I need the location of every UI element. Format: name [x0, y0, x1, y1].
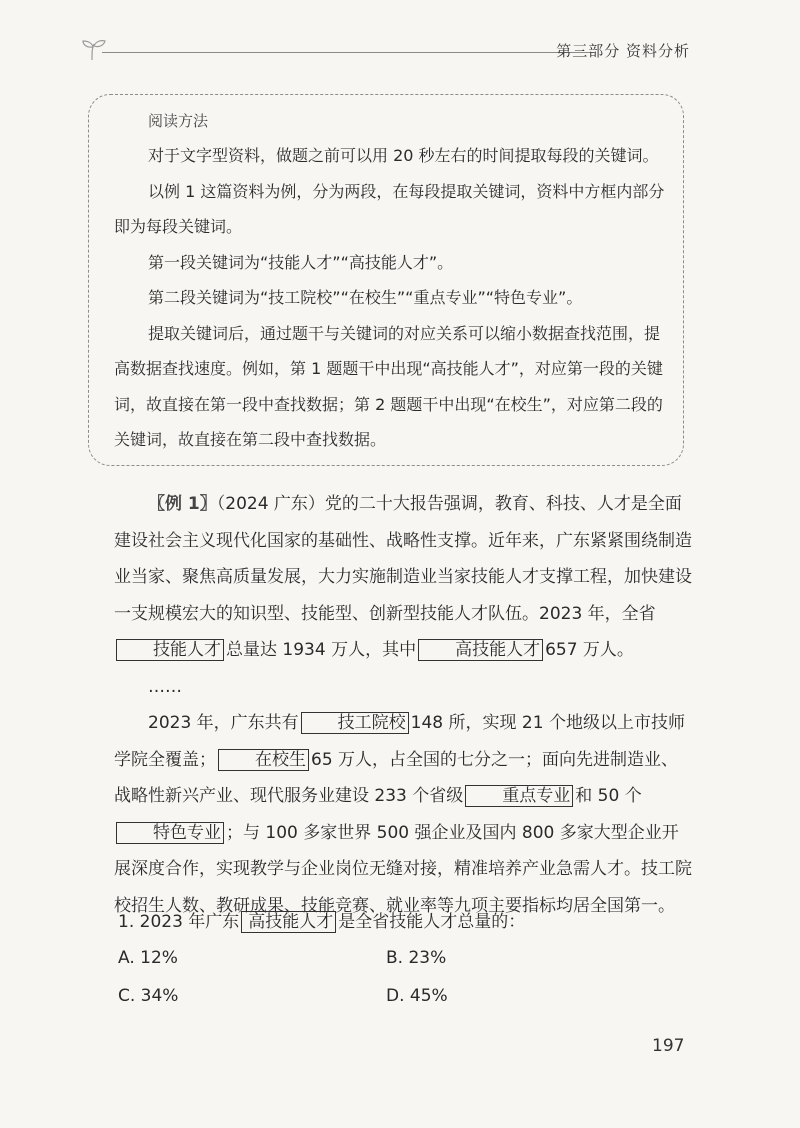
reading-line: 第二段关键词为“技工院校”“在校生”“重点专业”“特色专业”。 [148, 288, 583, 307]
answer-options [114, 940, 694, 1020]
reading-line: 对于文字型资料，做题之前可以用 20 秒左右的时间提取每段的关键词。 [148, 146, 659, 165]
reading-line: 第一段关键词为“技能人才”“高技能人才”。 [148, 252, 454, 272]
reading-method-title: 阅读方法 [148, 112, 209, 130]
passage-text: 65 万人，占全国的七分之一；面向先进制造业、战略性新兴产业、现代服务业建设 233 个省级 [114, 749, 679, 806]
keyword-box: 高技能人才 [241, 911, 336, 933]
keyword-box: 在校生 [218, 749, 309, 771]
option-a[interactable]: A. 12% [118, 948, 178, 968]
question-1 [114, 904, 694, 1020]
question-text: 是全省技能人才总量的： [338, 912, 526, 932]
reading-line: 以例 1 这篇资料为例，分为两段，在每段提取关键词，资料中方框内部分即为每段关键词。 [114, 181, 665, 236]
passage-text: （2024 广东）党的二十大报告强调，教育、科技、人才是全面建设社会主义现代化国家的基础性、战略性支撑。近年来，广东紧紧围绕制造业当家、聚焦高质量发展，大力实施制造业当家技能人才支撑工程，加快建设一支规模宏大的知识型、技能型、创新型技能人才队伍。2023 年，全省 [114, 494, 692, 624]
example-paragraph-1 [114, 486, 692, 669]
option-d[interactable]: D. 45% [386, 986, 448, 1006]
page-header [80, 38, 690, 70]
keyword-box: 特色专业 [116, 822, 224, 844]
keyword-box: 高技能人才 [418, 639, 543, 661]
passage-text: 总量达 1934 万人，其中 [226, 640, 417, 660]
passage-text: 148 所，实现 21 个地级以上市技师学院全覆盖； [114, 713, 685, 770]
ellipsis: …… [148, 676, 182, 697]
passage-text: 2023 年，广东共有 [148, 713, 299, 733]
sprout-icon [80, 38, 110, 62]
option-c[interactable]: C. 34% [118, 986, 179, 1006]
keyword-box: 重点专业 [465, 785, 573, 807]
question-stem [114, 904, 694, 940]
option-b[interactable]: B. 23% [386, 948, 447, 968]
question-text: 1. 2023 年广东 [118, 912, 240, 932]
example-tag: 〖例 1〗 [148, 494, 217, 514]
page-number: 197 [652, 1036, 685, 1056]
passage-text: 和 50 个 [575, 786, 642, 806]
keyword-box: 技能人才 [116, 639, 224, 661]
section-title: 第三部分 资料分析 [556, 42, 690, 60]
keyword-box: 技工院校 [301, 712, 409, 734]
example-paragraph-2 [114, 705, 692, 924]
reading-line: 提取关键词后，通过题干与关键词的对应关系可以缩小数据查找范围，提高数据查找速度。例如，第 1 题题干中出现“高技能人才”，对应第一段的关键词，故直接在第一段中查找数据；第 2 题题干中出现“在校生”，对应第二段的关键词，故直接在第二段中查找数据。 [114, 323, 663, 449]
header-rule [102, 52, 594, 53]
passage-text: 657 万人。 [545, 640, 634, 660]
passage-text: ；与 100 多家世界 500 强企业及国内 800 多家大型企业开展深度合作，实现教学与企业岗位无缝对接，精准培养产业急需人才。技工院校招生人数、教研成果、技能竞赛、就业率等九项主要指标均居全国第一。 [114, 822, 692, 916]
reading-method-text [114, 138, 670, 458]
example-passage [114, 486, 692, 924]
